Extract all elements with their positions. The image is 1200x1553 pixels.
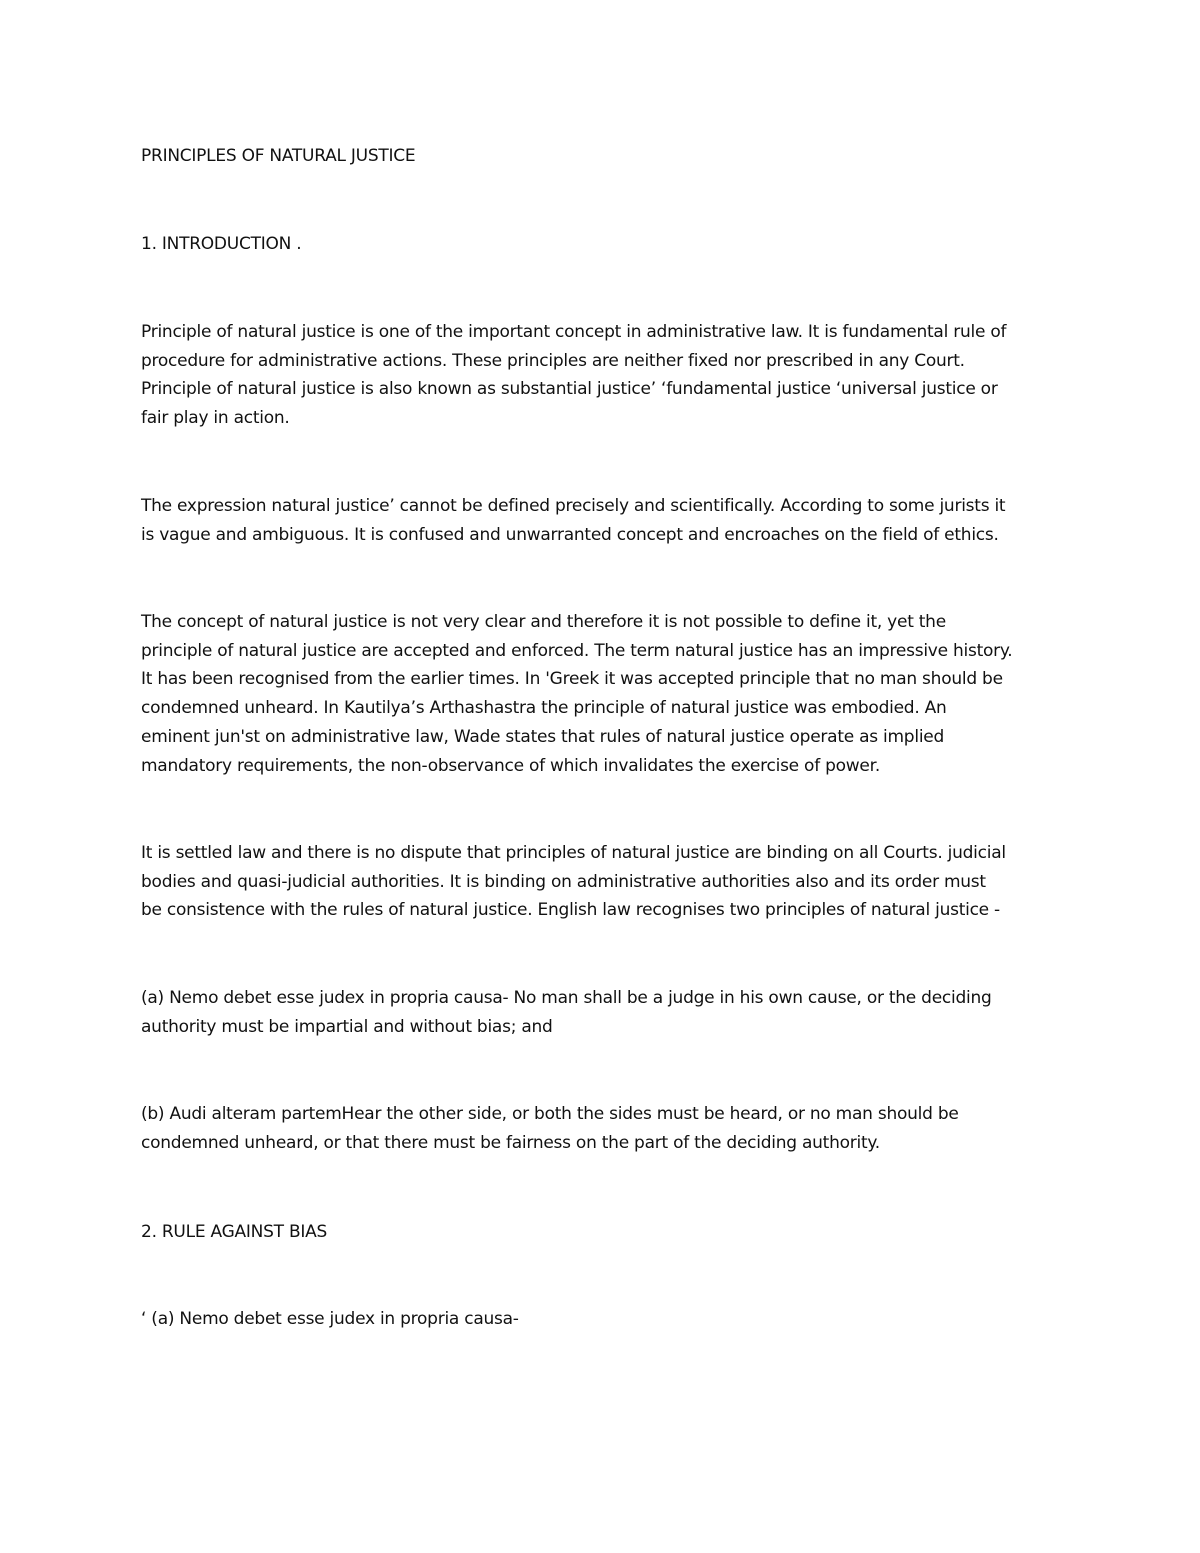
paragraph-line: Principle of natural justice is also known as substantial justice’ ‘fundamental justice ‘universal justice or (141, 379, 998, 400)
paragraph-line: The expression natural justice’ cannot be defined precisely and scientifically. According to some jurists it (141, 496, 1006, 516)
paragraph-line: The concept of natural justice is not very clear and therefore it is not possible to define it, yet the (141, 612, 946, 632)
document-title: PRINCIPLES OF NATURAL JUSTICE (141, 146, 416, 166)
paragraph-line: (a) Nemo debet esse judex in propria causa- No man shall be a judge in his own cause, or the deciding (141, 988, 992, 1008)
paragraph-line: It has been recognised from the earlier times. In 'Greek it was accepted principle that no man should be (141, 669, 1003, 690)
paragraph-line: eminent jun'st on administrative law, Wade states that rules of natural justice operate as implied (141, 726, 945, 747)
paragraph-line: procedure for administrative actions. These principles are neither fixed nor prescribed in any Court. (141, 350, 965, 371)
section-heading-rule-against-bias: 2. RULE AGAINST BIAS (141, 1222, 328, 1242)
paragraph-line: is vague and ambiguous. It is confused and unwarranted concept and encroaches on the field of ethics. (141, 524, 999, 545)
paragraph-settled-law (141, 839, 1071, 925)
paragraph-line: condemned unheard, or that there must be fairness on the part of the deciding authority. (141, 1132, 880, 1153)
paragraph-nemo-debet (141, 984, 1071, 1041)
paragraph-line: authority must be impartial and without bias; and (141, 1016, 553, 1037)
paragraph-line: (b) Audi alteram partemHear the other side, or both the sides must be heard, or no man should be (141, 1104, 959, 1124)
paragraph-concept (141, 608, 1071, 780)
paragraph-definition (141, 318, 1071, 433)
paragraph-expression (141, 492, 1071, 549)
paragraph-line: It is settled law and there is no dispute that principles of natural justice are binding on all Courts. judicial (141, 843, 1006, 863)
section-heading-introduction: 1. INTRODUCTION . (141, 234, 302, 254)
paragraph-line: Principle of natural justice is one of the important concept in administrative law. It is fundamental rule of (141, 322, 1007, 342)
paragraph-line: be consistence with the rules of natural justice. English law recognises two principles of natural justice - (141, 900, 1000, 921)
paragraph-line: principle of natural justice are accepted and enforced. The term natural justice has an impressive history. (141, 640, 1013, 661)
paragraph-line: condemned unheard. In Kautilya’s Arthashastra the principle of natural justice was embodied. An (141, 698, 947, 719)
paragraph-audi-alteram (141, 1100, 1071, 1157)
paragraph-line: fair play in action. (141, 408, 290, 429)
subsection-nemo-debet: ‘ (a) Nemo debet esse judex in propria causa- (141, 1309, 519, 1329)
paragraph-line: bodies and quasi-judicial authorities. It is binding on administrative authorities also and its order must (141, 871, 986, 892)
paragraph-line: mandatory requirements, the non-observance of which invalidates the exercise of power. (141, 755, 880, 776)
